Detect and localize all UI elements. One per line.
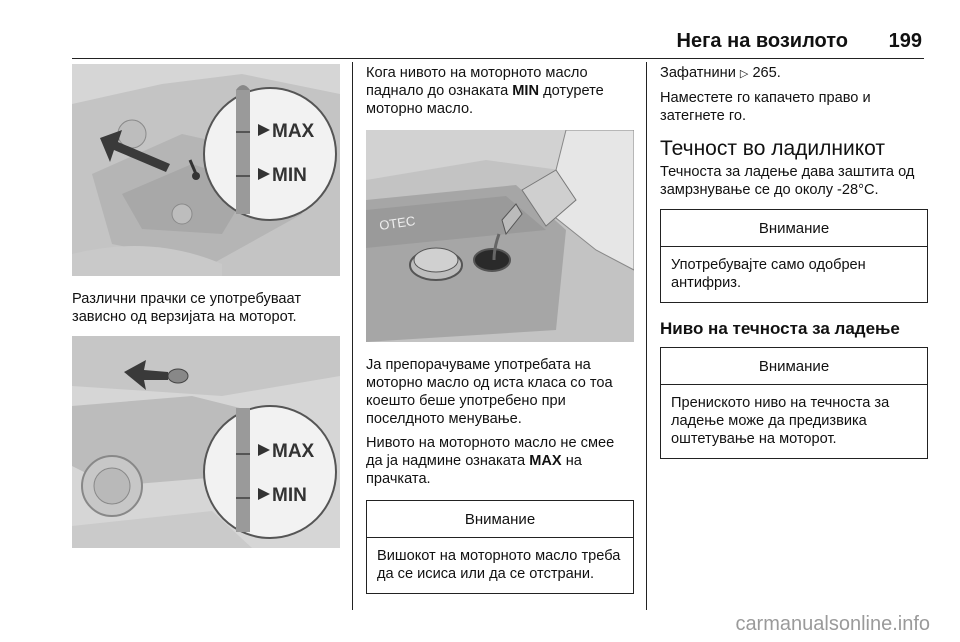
- coolant-protection-text: Течноста за ладење дава заштита од замрзнување се до околу -28°C.: [660, 164, 915, 198]
- max-label: MAX: [272, 441, 315, 462]
- page-reference-link[interactable]: 265.: [752, 65, 781, 81]
- page-number: 199: [888, 30, 922, 52]
- cap-instruction-text: Наместете го капачето право и затегнете го.: [660, 90, 871, 124]
- dipstick-figure-2: [72, 336, 340, 548]
- dipstick-versions-text: Различни прачки се употребуваат зависно од верзијата на моторот.: [72, 291, 302, 325]
- oil-filling-figure: [366, 130, 634, 342]
- column-1: [72, 64, 340, 548]
- notice-box: [660, 347, 928, 459]
- column-2: [366, 64, 634, 594]
- min-label: MIN: [272, 485, 307, 506]
- notice-title: Внимание: [661, 348, 927, 385]
- notice-box: [366, 500, 634, 594]
- min-mark: MIN: [512, 83, 540, 99]
- engine-badge-text: OTEC: [378, 213, 417, 233]
- notice-box: [660, 209, 928, 303]
- notice-body: Употребувајте само одобрен антифриз.: [671, 257, 866, 291]
- max-label: MAX: [272, 121, 315, 142]
- column-rule-2: [646, 62, 647, 610]
- notice-body: Прениското ниво на течноста за ладење може да предизвика оштетување на моторот.: [671, 395, 890, 447]
- triangle-right-icon: ▷: [739, 68, 749, 80]
- min-label: MIN: [272, 165, 307, 186]
- notice-title: Внимание: [367, 501, 633, 538]
- min-level-text: Кога нивото на моторното масло паднало до ознаката MIN дотурете моторно масло.: [366, 65, 604, 117]
- watermark: carmanualsonline.info: [735, 613, 930, 635]
- capacities-reference: Зафатнини ▷ 265.: [660, 65, 781, 81]
- page-header: [0, 0, 960, 60]
- section-title: Течност во ладилникот: [660, 137, 885, 160]
- oil-class-text: Ја препорачуваме употребата на моторно масло од иста класа со тоа коешто беше употребено при поселдното менување.: [366, 357, 613, 427]
- notice-body: Вишокот на моторното масло треба да се исиса или да се отстрани.: [377, 548, 621, 582]
- max-level-text: Нивото на моторното масло не смее да ја надмине ознаката MAX на прачката.: [366, 435, 615, 487]
- header-rule: [72, 58, 924, 59]
- column-3: [660, 64, 928, 459]
- dipstick-figure-1: [72, 64, 340, 276]
- column-rule-1: [352, 62, 353, 610]
- subsection-title: Ниво на течноста за ладење: [660, 319, 900, 338]
- running-title: Нега на возилото: [676, 30, 848, 52]
- notice-title: Внимание: [661, 210, 927, 247]
- max-mark: MAX: [529, 453, 562, 469]
